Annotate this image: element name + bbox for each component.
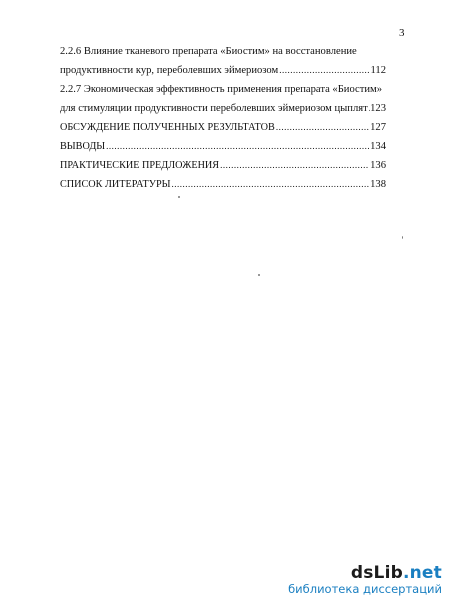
watermark-logo-main: dsLib — [350, 563, 403, 583]
toc-entry-practical-proposals — [60, 156, 386, 175]
toc-page-number: 134 — [370, 141, 386, 152]
toc-entry-title-line: для стимуляции продуктивности переболевших эймериозом цыплят — [60, 103, 368, 114]
toc-page-number: 112 — [370, 65, 386, 76]
toc-entry-line — [60, 61, 386, 80]
toc-page-number: 127 — [370, 122, 386, 133]
toc-entry-title: ОБСУЖДЕНИЕ ПОЛУЧЕННЫХ РЕЗУЛЬТАТОВ — [60, 122, 275, 133]
watermark-logo — [288, 563, 442, 583]
toc-entry-2-2-7 — [60, 80, 386, 118]
scan-speck — [178, 196, 180, 198]
toc-entry-references — [60, 175, 386, 194]
toc-page-number: 123 — [370, 103, 386, 114]
dot-leader — [172, 175, 370, 194]
toc-entry-2-2-6 — [60, 42, 386, 80]
toc-entry-title: ВЫВОДЫ — [60, 141, 106, 152]
dot-leader — [106, 137, 369, 156]
toc-page-number: 136 — [370, 160, 386, 171]
dot-leader — [276, 118, 369, 137]
table-of-contents — [60, 42, 386, 194]
toc-entry-title: СПИСОК ЛИТЕРАТУРЫ — [60, 179, 171, 190]
toc-entry-line — [60, 99, 386, 118]
toc-entry-title-line: продуктивности кур, переболевших эймериозом — [60, 65, 279, 76]
toc-entry-title: ПРАКТИЧЕСКИЕ ПРЕДЛОЖЕНИЯ — [60, 160, 220, 171]
scan-speck — [402, 236, 403, 239]
watermark-logo-suffix: .net — [402, 563, 442, 583]
toc-entry-discussion — [60, 118, 386, 137]
toc-entry-title-line: 2.2.7 Экономическая эффективность применения препарата «Биостим» — [60, 84, 383, 95]
toc-entry-conclusions — [60, 137, 386, 156]
dot-leader — [220, 156, 369, 175]
toc-entry-title-line: 2.2.6 Влияние тканевого препарата «Биостим» на восстановление — [60, 46, 357, 57]
page-number: 3 — [399, 27, 405, 39]
dot-leader — [279, 61, 369, 80]
watermark — [288, 563, 442, 596]
watermark-tagline: библиотека диссертаций — [288, 582, 442, 596]
scan-speck — [258, 274, 260, 276]
toc-page-number: 138 — [370, 179, 386, 190]
